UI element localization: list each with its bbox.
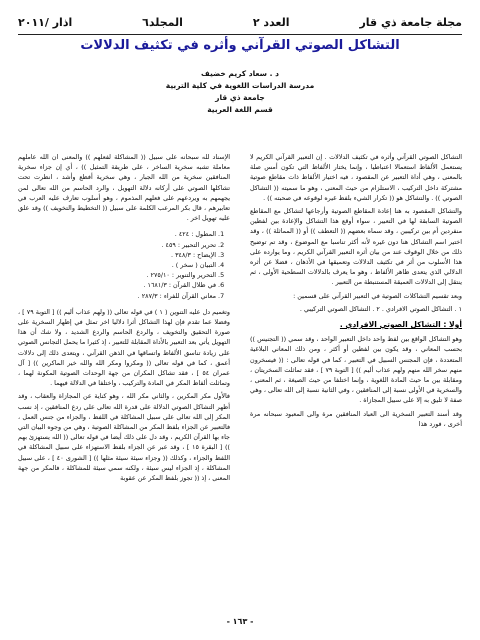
- issue-date: اذار /٢٠١١: [18, 15, 73, 29]
- footnote-item: 4. التبيان ( سخر ) .: [18, 260, 216, 270]
- footnote-item: 7. معاني القرآن للفراء : ٢٨٧/٣ .: [18, 291, 216, 301]
- body-paragraph: وهو التشاكل الواقع بين لفظ واحد داخل التعبير الواحد ، وقد سمي (( التجنيس )) بحسب المعاني ، وقد يكون بين لفظين أو أكثر ، ومن ذلك المعاني البلاغية المتعددة ، فإن المجنس السبيل في التعبير ، كما في قوله تعالى : (( فيسخرون منهم سخر الله منهم ولهم عذاب أليم )) [ التوبة ٧٩ ] ، فقد تماثلت السخريتان ، ومقابلة بين ما حيث المادة اللغوية ، وإنما اختلفا من حيث الصيغة ، ثم المعنى ، والسخرية في الأولى نسبة إلى المنافقين ، وفي الثانية نسبة إلى الله تعالى ، وهي صفة لا تليق به إلا على سبيل المجازاة .: [250, 335, 463, 405]
- footnote-list: [18, 229, 230, 300]
- body-paragraph: فالأول مكر المكرين ، والثاني مكر الله ، وهو كناية عن المجازاة والعقاب ، وقد أظهر التشاكل الصوتي الدلالة على قدرة الله تعالى على ردع المنافقين ، إذ نسب المكر إلى الله تعالى على سبيل المشاكلة في اللفظ ، والجزاء من جنس العمل ، فالتعبير عن الجزاء بلفظ المكر من المشاكلة الصوتية ، وهي من وجوه البيان التي جاء بها القرآن الكريم ، وقد دل على ذلك أيضا في قوله تعالى (( الله يستهزئ بهم )) [ البقرة ١٥ ] ، وقد عبر عن الجزاء بلفظ الاستهزاء على سبيل المشاكلة في اللفظ والجزاء ، وكذلك (( وجزاء سيئة سيئة مثلها )) [ الشورى ٤٠ ] ، على سبيل المشاكلة ، إذ الجزاء ليس سيئة ، ولكنه سمي سيئة للمشاكلة ، فالمكر من جهة المعنى ، إذ (( تجوز بلفظ المكر عن عقوبة: [18, 392, 230, 483]
- body-paragraph: الإسناد لله سبحانه على سبيل (( المشاكلة لفعلهم )) والمعنى ان الله عاملهم معاملة تشبه سخرية الساخر ، على طريقة التمثيل )) ، أي إن جزاء سخرية المنافقين سخرية من الله الجبار ، وهي سخرية أفظع وأشد ، انظرت تحت تشاكلها الصوتي على أركانه دلالة التهويل ، والرد الحاسم من الله تعالى لمن يجهمهم به ويردعهم على فعلهم المذموم ، وهو أسلوب تعارف عليه العرب في تعابيرهم ، قال بكر المرعب الكلمة على سبيل (( التخطيط والتخويف )) وقد علق عليه تهويل اخر .: [18, 153, 230, 223]
- right-column: [250, 152, 462, 432]
- left-column: [18, 152, 230, 486]
- author-affiliation-department: مدرسة الدراسات اللغوية في كلية التربية: [165, 81, 315, 90]
- page-number: - ١٦٣ -: [226, 617, 254, 626]
- paper-title: التشاكل الصوتي القرآني وأثره في تكثيف الدلالات: [80, 38, 400, 53]
- volume-number: المجلد٦: [142, 15, 183, 29]
- footnote-item: 6. في ظلال القرآن : ١٦٨١/٣ .: [18, 280, 216, 290]
- author-name: د . سعاد كريم خضيف: [201, 69, 279, 78]
- body-paragraph: وقد أسند التعبير السخرية الى العباد المنافقين مرة والى المعبود سبحانه مرة أخرى ، فورد هذا: [250, 409, 462, 428]
- body-paragraph: وبعد تقسيم التشاكلات الصوتية في التعبير القرآني على قسمين :: [293, 291, 462, 300]
- body-paragraph: والتشاكل المقصود به هنا إعادة المقاطع الصوتية وأرجاعها لتشاكل مع المقاطع الصوتية السابقة لها في التعبير ، سواء أوقع هذا التشاكل والإعادة بين لفظين منفردين أم بين تركيبين ، وقد سماه بعضهم (( التعطف )) أو (( المماثلة )) ، وقد اختير اسم التشاكل هنا دون غيره لأنه أكثر تناسبا مع الموضوع ، وقد تم توضيح ذلك من خلال الوقوف عند من بيان أثره التعبير القرآني الكريم ، وما يوارده على هذا الأسلوب من أثر في تكثيف الدلالات وتعميقها في الأذهان ، فضلا عن أثره الدلالي الذي يتعدى ظاهر الألفاظ ، وهو ما يعرف بالدلالات السطحية الأولى ، ثم ينتقل إلى الدلالات العميقة المستنبطة من التعبير .: [250, 207, 462, 287]
- section-heading: أولا : التشاكل الصوتي الافرادي .: [339, 320, 462, 330]
- body-paragraph: وتغميم دل عليه التنوين ( ١ ) في قوله تعالى (( ولهم عذاب أليم )) [ التوبة ٧٩ ] ، وفضلا عما تقدم فإن لهذا التشاكل أثرا دلاليا اخر تمثل في إظهار السخرية على صورة التحقيق والتخويف ، والردع الحاسم والردع الشديد ، ولا شك أن هذا التهويل يأتي بعد التعبير بالأداة المقابلة للتعبير ، إذ كثيرا ما يحمل التجانس الصوتي على زيادة تناسق الألفاظ واتساقها في الذهن القرآني ، ويتعدى ذلك إلى دلالات أعمق ، كما في قوله تعالى (( ومكروا ومكر الله والله خير الماكرين )) [ آل عمران ٥٤ ] ، فقد تشاكل المكران من جهة الوحدات الصوتية المكونة لهما ، وتماثلت ألفاظ المكر في المادة والتركيب ، واختلفا في الدلالة فيهما .: [18, 307, 230, 388]
- author-block: [0, 68, 480, 116]
- body-paragraph: ١ . التشاكل الصوتي الافرادي . ٢ . التشاكل الصوتي التركيبي .: [299, 304, 462, 313]
- footnote-item: 1. المطول : ٤٢٤ .: [18, 229, 216, 239]
- author-affiliation-university: جامعة ذي قار: [215, 93, 265, 102]
- issue-number: العدد ٢: [252, 15, 290, 29]
- author-affiliation-section: قسم اللغة العربية: [207, 105, 273, 114]
- footnote-item: 5. التحرير والتنوير : ٢٧٥/١٠ .: [18, 270, 216, 280]
- journal-name: مجلة جامعة ذي قار: [359, 15, 462, 29]
- footnote-item: 2. تحرير التحبير : ٤٥٩ .: [18, 240, 216, 250]
- running-header: [18, 10, 462, 35]
- body-paragraph: التشاكل الصوتي القرآني وأثره في تكثيف الدلالات . إن التعبير القرآني الكريم لا يستعمل الألفاظ استعمالا اعتباطيا ، وإنما يختار الألفاظ التي تكون أمس صلة بالمعنى ، وهي أداة التعبير عن المقصود ، فيه اختيار الألفاظ ذات مقاطع صوتية مشتركة داخل التركيب ، الاستلزام من حيث المعنى ، وهو ما سميته (( التشاكل الصوتي )) . والتشاكل هو (( تكرار الشيء بلفظ غيره لوقوعه في صحبته )) .: [250, 153, 462, 202]
- footnote-item: 3. الإيضاح : ٣٤٨/٣ .: [18, 250, 216, 260]
